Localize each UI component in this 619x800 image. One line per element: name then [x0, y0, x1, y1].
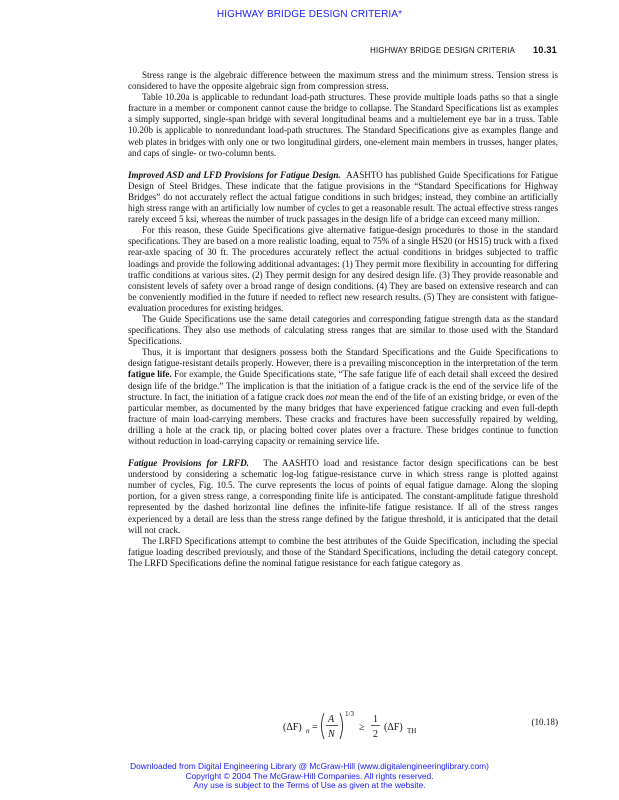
- section-title-fatigue-lrfd: Fatigue Provisions for LRFD.: [128, 458, 249, 469]
- paragraph-lrfd-combine: The LRFD Specifications attempt to combine the best attributes of the Guide Specification, including the special fatigue loading described previously, and those of the Standard Specifications, including the detail category concept. The LRFD Specifications define the nominal fatigue resistance for each fatigue category as: [128, 535, 558, 568]
- emphasis-not: not: [325, 391, 338, 402]
- equation-10-18: [128, 707, 558, 740]
- paragraph-table-10-20: Table 10.20a is applicable to redundant load-path structures. These provide multiple loads paths so that a single fracture in a member or component cannot cause the bridge to collapse. The Standard Specifications list as examples a simply supported, single-span bridge with several longitudinal beams and a multielement eye bar in a truss. Table 10.20b is applicable to nonredundant load-path structures. The Standard Specifications give as examples flange and web plates in bridges with only one or two longitudinal girders, one-element main members in trusses, hanger plates, and caps of single- or two-column bents.: [128, 92, 558, 158]
- page-content: [128, 70, 558, 569]
- eq-numerator-a: A: [328, 714, 335, 725]
- eq-right-paren: [340, 713, 343, 739]
- eq-rhs: (ΔF): [384, 722, 403, 733]
- footer-download-link[interactable]: Downloaded from Digital Engineering Library @ McGraw-Hill (www.digitalengineeringlibrary.com): [130, 761, 489, 771]
- eq-rhs-subscript: TH: [407, 727, 417, 735]
- running-head: [370, 45, 557, 55]
- section-improved-asd-lfd: [128, 170, 558, 225]
- page-number: 10.31: [533, 45, 557, 55]
- eq-lhs-subscript: n: [306, 727, 310, 735]
- eq-geq: ≥: [359, 722, 365, 733]
- paragraph-detail-categories: The Guide Specifications use the same detail categories and corresponding fatigue strength data as the standard specifications. They also use methods of calculating stress ranges that are similar to those used with the Standard Specifications.: [128, 313, 558, 347]
- eq-exponent: 1/3: [345, 710, 354, 718]
- running-title: HIGHWAY BRIDGE DESIGN CRITERIA: [370, 46, 515, 55]
- paragraph-fatigue-life: Thus, it is important that designers possess both the Standard Specifications and the Guide Specifications to design fatigue-resistant details properly. However, there is a prevailing misconception in the interpretation of the term fatigue life. For example, the Guide Specifications state, “The safe fatigue life of each detail shall exceed the desired design life of the bridge.” The implication is that the initiation of a fatigue crack is the end of the service life of the structure. In fact, the initiation of a fatigue crack does not mean the end of the life of an existing bridge, or even of the particular member, as documented by the many bridges that have experienced fatigue cracking and even full-depth fracture of main load-carrying members. These cracks and fractures have been successfully repaired by welding, drilling a hole at the crack tip, or placing bolted cover plates over a fracture. These bridges continue to function without reduction in load-carrying capacity or remaining service life.: [128, 347, 559, 446]
- eq-half-denominator: 2: [373, 729, 378, 740]
- eq-equals: =: [312, 722, 318, 733]
- equation-number: (10.18): [531, 717, 558, 727]
- paragraph-guide-alternatives: For this reason, these Guide Specifications give alternative fatigue-design procedures to those in the standard specifications. They are based on a more realistic loading, equal to 75% of a single HS20 (or HS15) truck with a fixed rear-axle spacing of 30 ft. The procedures accurately reflect the actual conditions in bridges subjected to traffic loadings and provide the following additional advantages: (1) They permit more flexibility in accounting for differing traffic conditions at various sites. (2) They permit design for any desired design life. (3) They provide reasonable and consistent levels of safety over a broad range of design conditions. (4) They are based on extensive research and can be conveniently modified in the future if needed to reflect new research results. (5) They are consistent with fatigue-evaluation procedures for existing bridges.: [128, 225, 558, 313]
- section-text-fatigue-lrfd: The AASHTO load and resistance factor design specifications can be best understood by considering a schematic log-log fatigue-resistance curve in which stress range is plotted against number of cycles, Fig. 10.5. The curve represents the locus of points of equal fatigue damage. Along the sloping portion, for a given stress range, a corresponding finite life is anticipated. The constant-amplitude fatigue threshold represented by the dashed horizontal line defines the infinite-life fatigue resistance. If all of the stress ranges experienced by a detail are less than the stress range defined by the fatigue threshold, it is anticipated that the detail will not crack.: [128, 458, 558, 535]
- section-title-improved-asd-lfd: Improved ASD and LFD Provisions for Fatigue Design.: [128, 169, 341, 180]
- eq-denominator-n: N: [328, 729, 335, 740]
- eq-lhs: (ΔF): [283, 722, 302, 733]
- section-fatigue-lrfd: [128, 458, 558, 536]
- footer-terms-line: Any use is subject to the Terms of Use as given at the website.: [193, 780, 426, 791]
- paragraph-stress-range: Stress range is the algebraic difference between the maximum stress and the minimum stress. Tension stress is considered to have the opposite algebraic sign from compression stress.: [128, 70, 558, 92]
- eq-half-numerator: 1: [373, 714, 378, 725]
- footer-copyright-line: Copyright © 2004 The McGraw-Hill Companies. All rights reserved.: [185, 770, 434, 781]
- section-text-improved-asd-lfd: AASHTO has published Guide Specifications for Fatigue Design of Steel Bridges. These indicate that the fatigue provisions in the “Standard Specifications for Highway Bridges” do not accurately reflect the actual fatigue conditions in such bridges; instead, they combine an artificially high stress range with an artificially low number of cycles to get a reasonable result. The actual effective stress ranges rarely exceed 5 ksi, whereas the number of truck passages in the design life of a bridge can exceed many million.: [128, 169, 559, 225]
- bottom-banner: [0, 762, 619, 791]
- eq-left-paren: [322, 713, 325, 739]
- equation-formula: [283, 709, 483, 743]
- term-fatigue-life: fatigue life.: [128, 369, 172, 380]
- top-banner: HIGHWAY BRIDGE DESIGN CRITERIA*: [216, 9, 403, 20]
